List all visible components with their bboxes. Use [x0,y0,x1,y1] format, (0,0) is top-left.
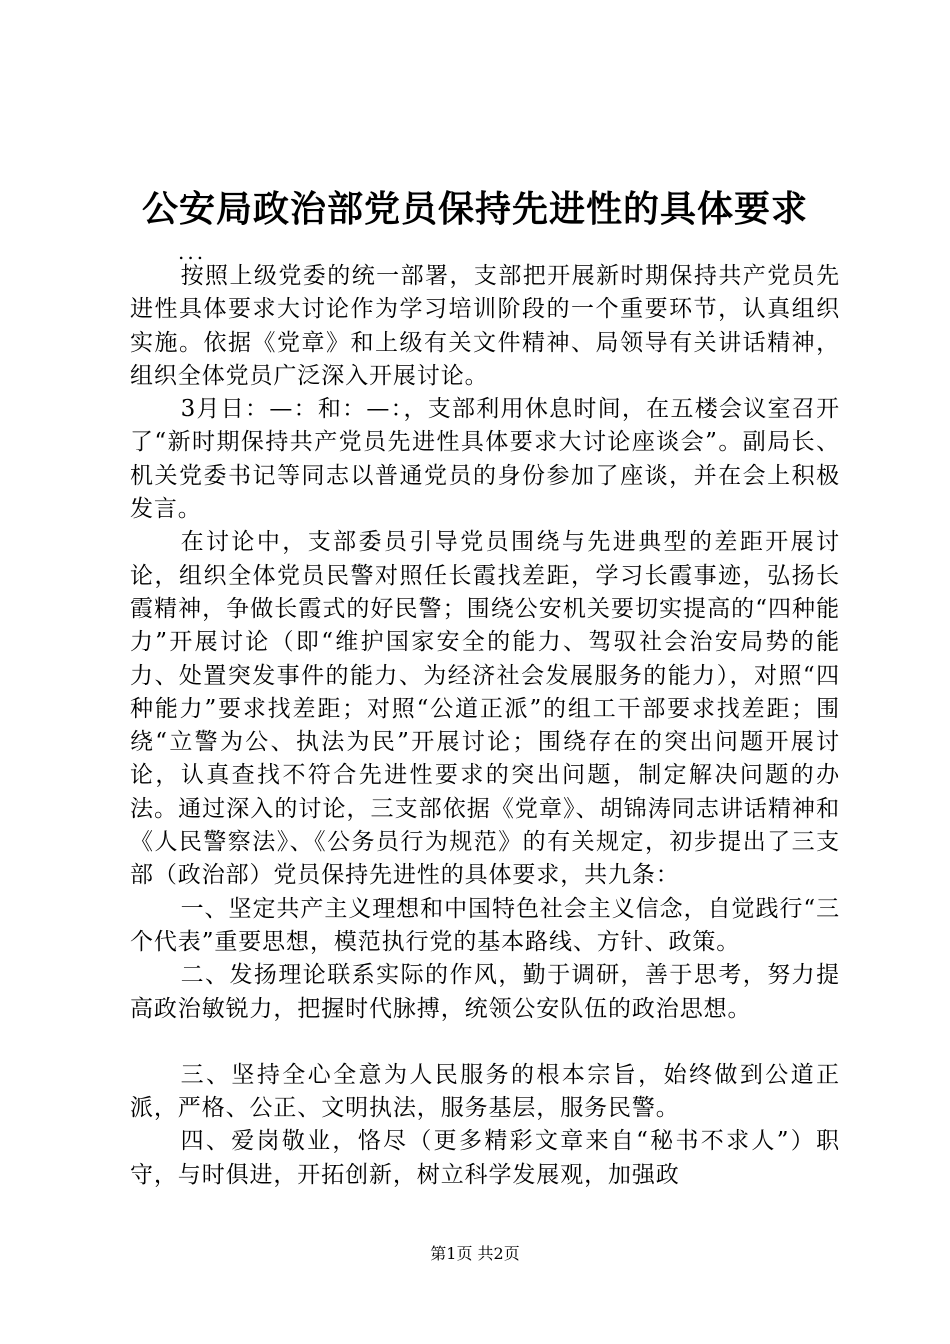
document-title: 公安局政治部党员保持先进性的具体要求 [141,188,808,230]
paragraph-item-3: 三、坚持全心全意为人民服务的根本宗旨，始终做到公道正派，严格、公正、文明执法，服务基层，服务民警。 [130,1061,840,1122]
paragraph-item-2: 二、发扬理论联系实际的作风，勤于调研，善于思考，努力提高政治敏锐力，把握时代脉搏，统领公安队伍的政治思想。 [130,962,840,1022]
paragraph-intro: 按照上级党委的统一部署，支部把开展新时期保持共产党员先进性具体要求大讨论作为学习培训阶段的一个重要环节，认真组织实施。依据《党章》和上级有关文件精神、局领导有关讲话精神，组织全体党员广泛深入开展讨论。 [130,263,840,389]
ellipsis-text: ... [178,240,207,264]
page-number-footer: 第1页 共2页 [430,1244,520,1263]
paragraph-discussion: 在讨论中，支部委员引导党员围绕与先进典型的差距开展讨论，组织全体党员民警对照任长霞找差距，学习长霞事迹，弘扬长霞精神，争做长霞式的好民警；围绕公安机关要切实提高的“四种能力”开展讨论（即“维护国家安全的能力、驾驭社会治安局势的能力、处置突发事件的能力、为经济社会发展服务的能力），对照“四种能力”要求找差距；对照“公道正派”的组工干部要求找差距；围绕“立警为公、执法为民”开展讨论；围绕存在的突出问题开展讨论，认真查找不符合先进性要求的突出问题，制定解决问题的办法。通过深入的讨论，三支部依据《党章》、胡锦涛同志讲话精神和《人民警察法》、《公务员行为规范》的有关规定，初步提出了三支部（政治部）党员保持先进性的具体要求，共九条： [130,529,840,889]
paragraph-item-1: 一、坚定共产主义理想和中国特色社会主义信念，自觉践行“三个代表”重要思想，模范执行党的基本路线、方针、政策。 [130,895,840,955]
paragraph-item-4: 四、爱岗敬业，恪尽（更多精彩文章来自“秘书不求人”）职守，与时俱进，开拓创新，树立科学发展观，加强政 [130,1128,840,1188]
paragraph-meeting: 3月日：—：和：—：，支部利用休息时间，在五楼会议室召开了“新时期保持共产党员先进性具体要求大讨论座谈会”。副局长、机关党委书记等同志以普通党员的身份参加了座谈，并在会上积极发言。 [130,396,840,523]
document-body [130,260,840,1192]
